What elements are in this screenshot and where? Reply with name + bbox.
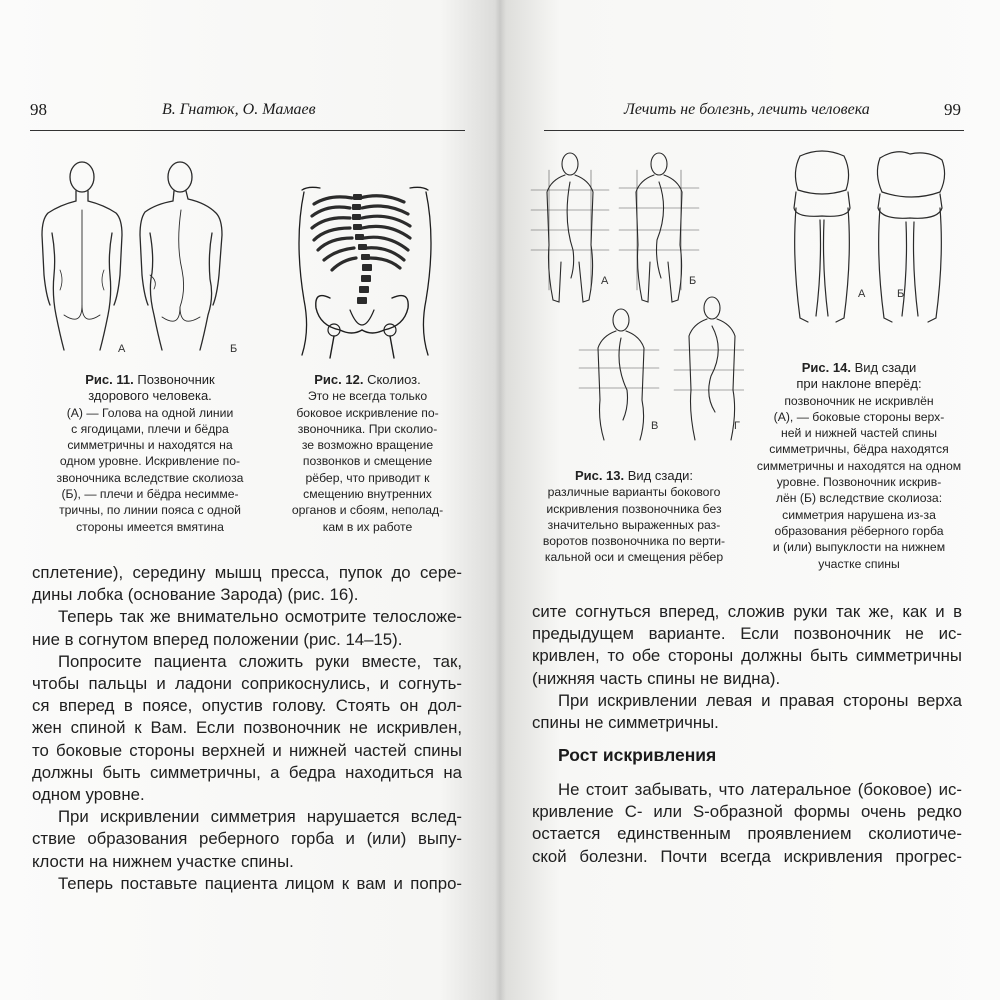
left-page [0, 0, 496, 1000]
body-line: При искривлении левая и правая стороны верха [558, 690, 962, 710]
body-line: кривление С- или S-образной формы очень редко [532, 802, 962, 822]
body-line: При искривлении симметрия нарушается вслед- [58, 807, 462, 827]
figure-11-caption-line: одном уровне. Искривление по- [59, 454, 241, 469]
figure-12-illustration [290, 180, 440, 360]
figure-12-caption-line: рёбер, что приводит к [305, 470, 430, 485]
right-page [504, 0, 1000, 1000]
figure-12-caption-line: зе возможно вращение [301, 438, 434, 453]
body-line: ствие образования реберного горба и (или) выпу- [32, 829, 462, 849]
figure-11-caption-line: симметричны и находятся на [67, 438, 233, 453]
figure-13-label-b: Б [689, 275, 697, 287]
figure-11-caption-line: с ягодицами, плечи и бёдра [71, 421, 229, 436]
figure-11-label-a: А [118, 343, 126, 355]
figure-11-caption-line: звоночника вследствие сколиоза [56, 470, 244, 485]
figure-12-caption-line: кам в их работе [322, 519, 413, 534]
body-line: (нижняя часть спины не видна). [532, 668, 781, 688]
figure-14-caption-line: лён (Б) вследствие сколиоза: [775, 491, 943, 506]
figure-12-caption-line: звоночника. При сколио- [297, 421, 438, 436]
figure-13-label-v: В [651, 420, 659, 432]
body-line: ской болезни. Почти всегда искривления прогрес- [532, 846, 962, 866]
figure-11-caption-line: здорового человека. [88, 388, 212, 404]
body-line: чтобы пальцы и ладони соприкоснулись, и согнуть- [32, 674, 462, 694]
figure-13-label-a: А [601, 275, 609, 287]
left-running-title: В. Гнатюк, О. Мамаев [162, 101, 316, 118]
figure-14-illustration [782, 148, 962, 338]
figure-14-caption-line: участке спины [818, 556, 900, 571]
figure-14-label-b: Б [897, 288, 905, 300]
figure-14-caption-line: уровне. Позвоночник искрив- [776, 475, 942, 490]
figure-14-caption-line: (А), — боковые стороны верх- [773, 409, 945, 424]
figure-13-caption-line: воротов позвоночника по верти- [542, 534, 726, 549]
right-body-text-1 [532, 601, 962, 734]
body-line: одном уровне. [32, 785, 145, 805]
body-line: ся вперед в поясе, опустив голову. Стоять он дол- [32, 696, 462, 716]
body-line: жен спиной к Вам. Если позвоночник не искривлен, [32, 718, 462, 738]
figure-13-caption [524, 468, 744, 566]
figure-14-caption [744, 360, 974, 572]
figure-14-label-a: А [858, 288, 866, 300]
right-running-head [544, 100, 964, 131]
body-line: то боковые стороны верхней и нижней частей спины [32, 740, 462, 760]
body-line: кривлен, то обе стороны должны быть симметричны [532, 646, 962, 666]
figure-12-caption-line: позвонков и смещение [302, 454, 433, 469]
body-line: ние в согнутом вперед положении (рис. 14–15). [32, 629, 403, 649]
figure-11-caption [40, 372, 260, 535]
left-running-head [30, 100, 465, 131]
body-line: остается единственным проявлением сколиотиче- [532, 824, 962, 844]
figure-13-caption-line: Рис. 13. Вид сзади: [574, 468, 694, 483]
figure-14-caption-line: образования рёберного горба [774, 523, 944, 538]
figure-11-caption-line: (Б), — плечи и бёдра несимме- [61, 487, 239, 502]
body-line: должны быть симметричны, а бедра находиться на [32, 762, 462, 782]
body-line: Теперь так же внимательно осмотрите телосложе- [58, 607, 462, 627]
figure-12-caption [270, 372, 465, 535]
figure-11-caption-line: стороны имеется вмятина [76, 519, 224, 534]
right-body-text-2 [532, 779, 962, 868]
figure-11-illustration [30, 155, 250, 365]
figure-14-caption-line: ней и нижней частей спины [781, 426, 937, 441]
figure-14-caption-line: симметричны и находятся на одном [756, 458, 962, 473]
left-page-number: 98 [30, 100, 47, 119]
figure-11-caption-line: (А) — Голова на одной линии [66, 405, 234, 420]
figure-14-caption-line: симметрия нарушена из-за [782, 507, 936, 522]
body-line: Теперь поставьте пациента лицом к вам и попро- [58, 873, 462, 893]
figure-11-caption-line: тричны, по линии пояса с одной [59, 503, 241, 518]
figure-12-caption-line: Это не всегда только [307, 389, 428, 404]
figure-11-caption-line: Рис. 11. Позвоночник [85, 372, 215, 387]
body-line: предыдущем варианте. Если позвоночник не ис- [532, 624, 962, 644]
figure-13-label-g: Г [734, 420, 740, 432]
figure-13-caption-line: кальной оси и смещения рёбер [544, 550, 724, 565]
figure-14-caption-line: и (или) выпуклости на нижнем [772, 540, 946, 555]
section-heading: Рост искривления [558, 745, 717, 765]
figure-14-caption-line: симметричны, бёдра находятся [769, 442, 949, 457]
figure-13-caption-line: значительно выраженных раз- [547, 517, 721, 532]
figure-12-caption-line: Рис. 12. Сколиоз. [314, 372, 421, 387]
figure-14-caption-line: Рис. 14. Вид сзади [801, 360, 917, 375]
figure-12-caption-line: смещению внутренних [303, 487, 432, 502]
body-line: сите согнуться вперед, сложив руки так же, как и в [532, 602, 962, 621]
body-line: Не стоит забывать, что латеральное (боковое) ис- [558, 780, 962, 799]
figure-11-label-b: Б [230, 343, 238, 355]
body-line: сплетение), середину мышц пресса, пупок до сере- [32, 563, 462, 582]
right-running-title: Лечить не болезнь, лечить человека [624, 101, 870, 118]
figure-12-caption-line: боковое искривление по- [296, 405, 439, 420]
figure-14-caption-line: позвоночник не искривлён [784, 393, 934, 408]
body-line: Попросите пациента сложить руки вместе, так, [58, 651, 462, 671]
left-body-text [32, 562, 462, 895]
figure-13-caption-line: различные варианты бокового [547, 485, 721, 500]
right-page-number: 99 [944, 100, 961, 119]
figure-13-caption-line: искривления позвоночника без [546, 501, 722, 516]
body-line: дины лобка (основание Зарода) (рис. 16). [32, 585, 359, 605]
figure-12-caption-line: органов и сбоям, неполад- [291, 503, 444, 518]
body-line: клости на нижнем участке спины. [32, 851, 294, 871]
body-line: спины не симметричны. [532, 713, 719, 733]
figure-13-illustration [529, 150, 744, 450]
figure-14-caption-line: при наклоне вперёд: [796, 376, 922, 392]
